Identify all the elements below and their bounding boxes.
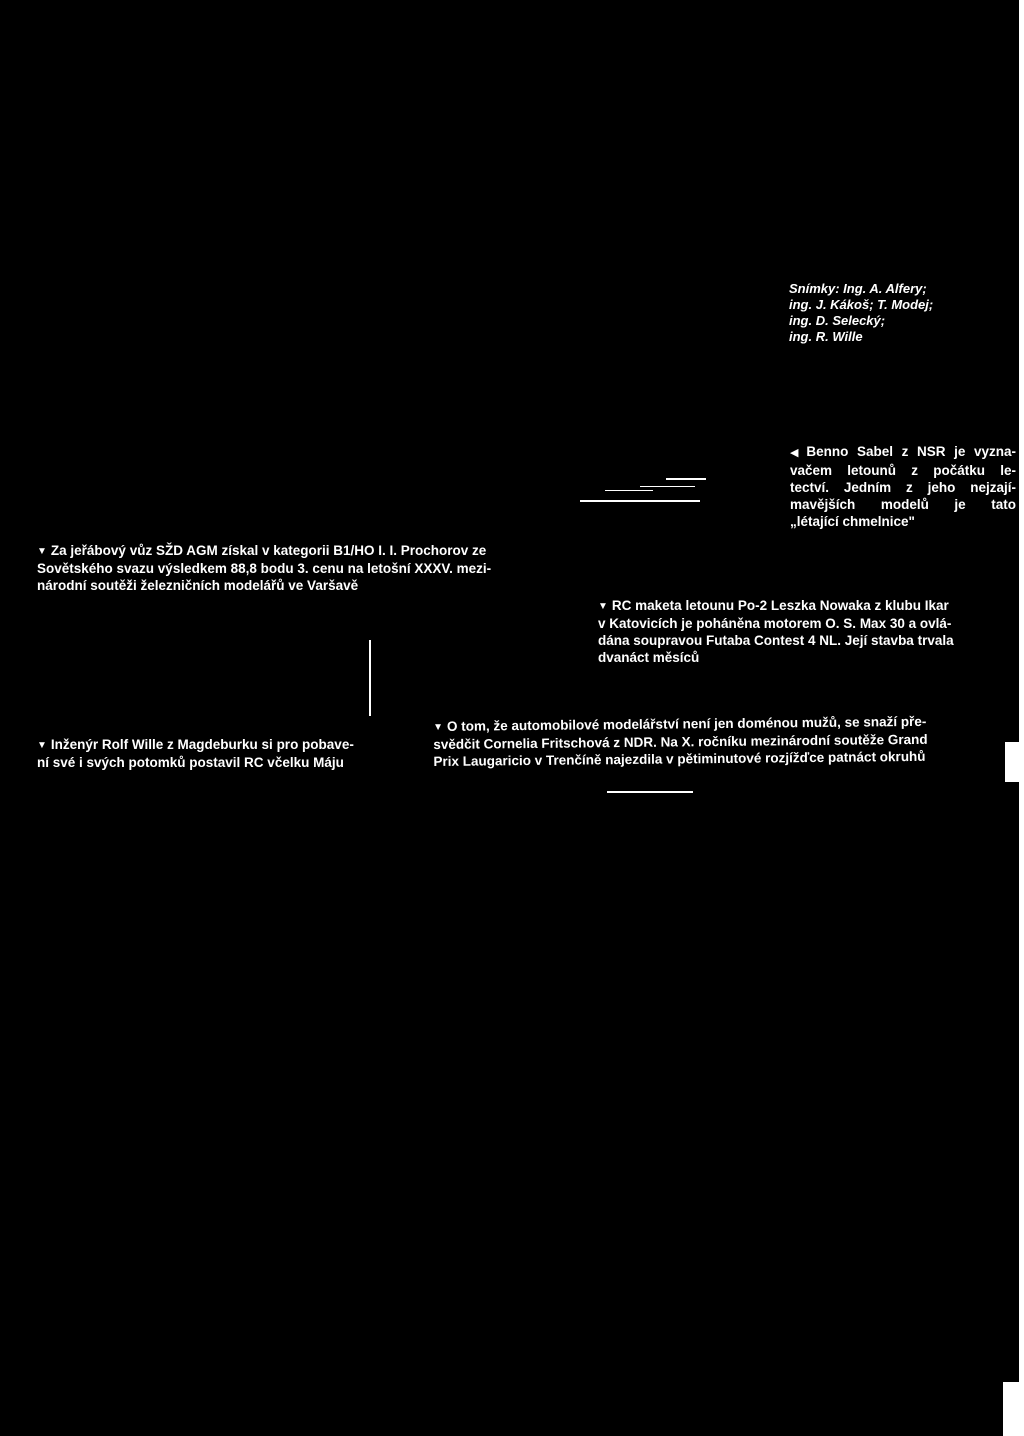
caption-line: ní své i svých potomků postavil RC včelku Máju [37,755,344,770]
scratch-mark [666,478,706,480]
caption-line: v Katovicích je poháněna motorem O. S. Max 30 a ovlá- [598,616,952,631]
caption-line: národní soutěži železničních modelářů ve Varšavě [37,578,359,593]
scratch-mark [605,490,653,491]
caption-po2 [598,597,1018,666]
credits-line: ing. R. Wille [789,329,863,344]
scratch-mark [607,791,693,793]
right-edge-notch-top [1005,742,1019,782]
scratch-mark [580,500,700,502]
caption-line: mavějších modelů je tato [790,497,1016,512]
scratch-mark [640,486,695,487]
caption-line: O tom, že automobilové modelářství není jen doménou mužů, se snaží pře- [446,713,927,734]
caption-line: dána soupravou Futaba Contest 4 NL. Její stavba trvala [598,633,954,648]
scratch-mark [369,640,371,716]
caption-sabel [790,443,1016,530]
caption-fritschova [433,712,1004,770]
caption-line: Prix Laugaricio v Trenčíně najezdila v pětiminutové rozjížďce patnáct okruhů [433,748,926,769]
caption-wille [37,736,407,771]
credits-line: Snímky: Ing. A. Alfery; [789,281,927,296]
caption-line: „létající chmelnice" [790,514,915,529]
triangle-down-icon: ▼ [433,721,444,733]
arrow-left-icon: ◀ [790,447,804,459]
caption-line: Inženýr Rolf Wille z Magdeburku si pro pobave- [50,737,354,752]
right-page-edge [1019,0,1024,1436]
triangle-down-icon: ▼ [37,740,47,751]
caption-line: Benno Sabel z NSR je vyzna- [806,444,1017,459]
caption-line: Sovětského svazu výsledkem 88,8 bodu 3. cenu na letošní XXXV. mezi- [37,561,492,576]
caption-line: svědčit Cornelia Fritschová z NDR. Na X. ročníku mezinárodní soutěže Grand [433,731,928,752]
caption-line: RC maketa letounu Po-2 Leszka Nowaka z klubu Ikar [611,598,949,613]
caption-line: dvanáct měsíců [598,650,700,665]
photo-credits [789,281,933,345]
caption-line: vačem letounů z počátku le- [790,463,1016,478]
right-edge-notch-bottom [1003,1382,1019,1436]
caption-line: tectví. Jedním z jeho nejzají- [790,480,1016,495]
triangle-down-icon: ▼ [598,601,608,612]
credits-line: ing. J. Kákoš; T. Modej; [789,297,934,312]
caption-prochorov [37,542,597,594]
credits-line: ing. D. Selecký; [789,313,886,328]
caption-line: Za jeřábový vůz SŽD AGM získal v kategorii B1/HO I. I. Prochorov ze [50,543,487,558]
triangle-down-icon: ▼ [37,546,47,557]
